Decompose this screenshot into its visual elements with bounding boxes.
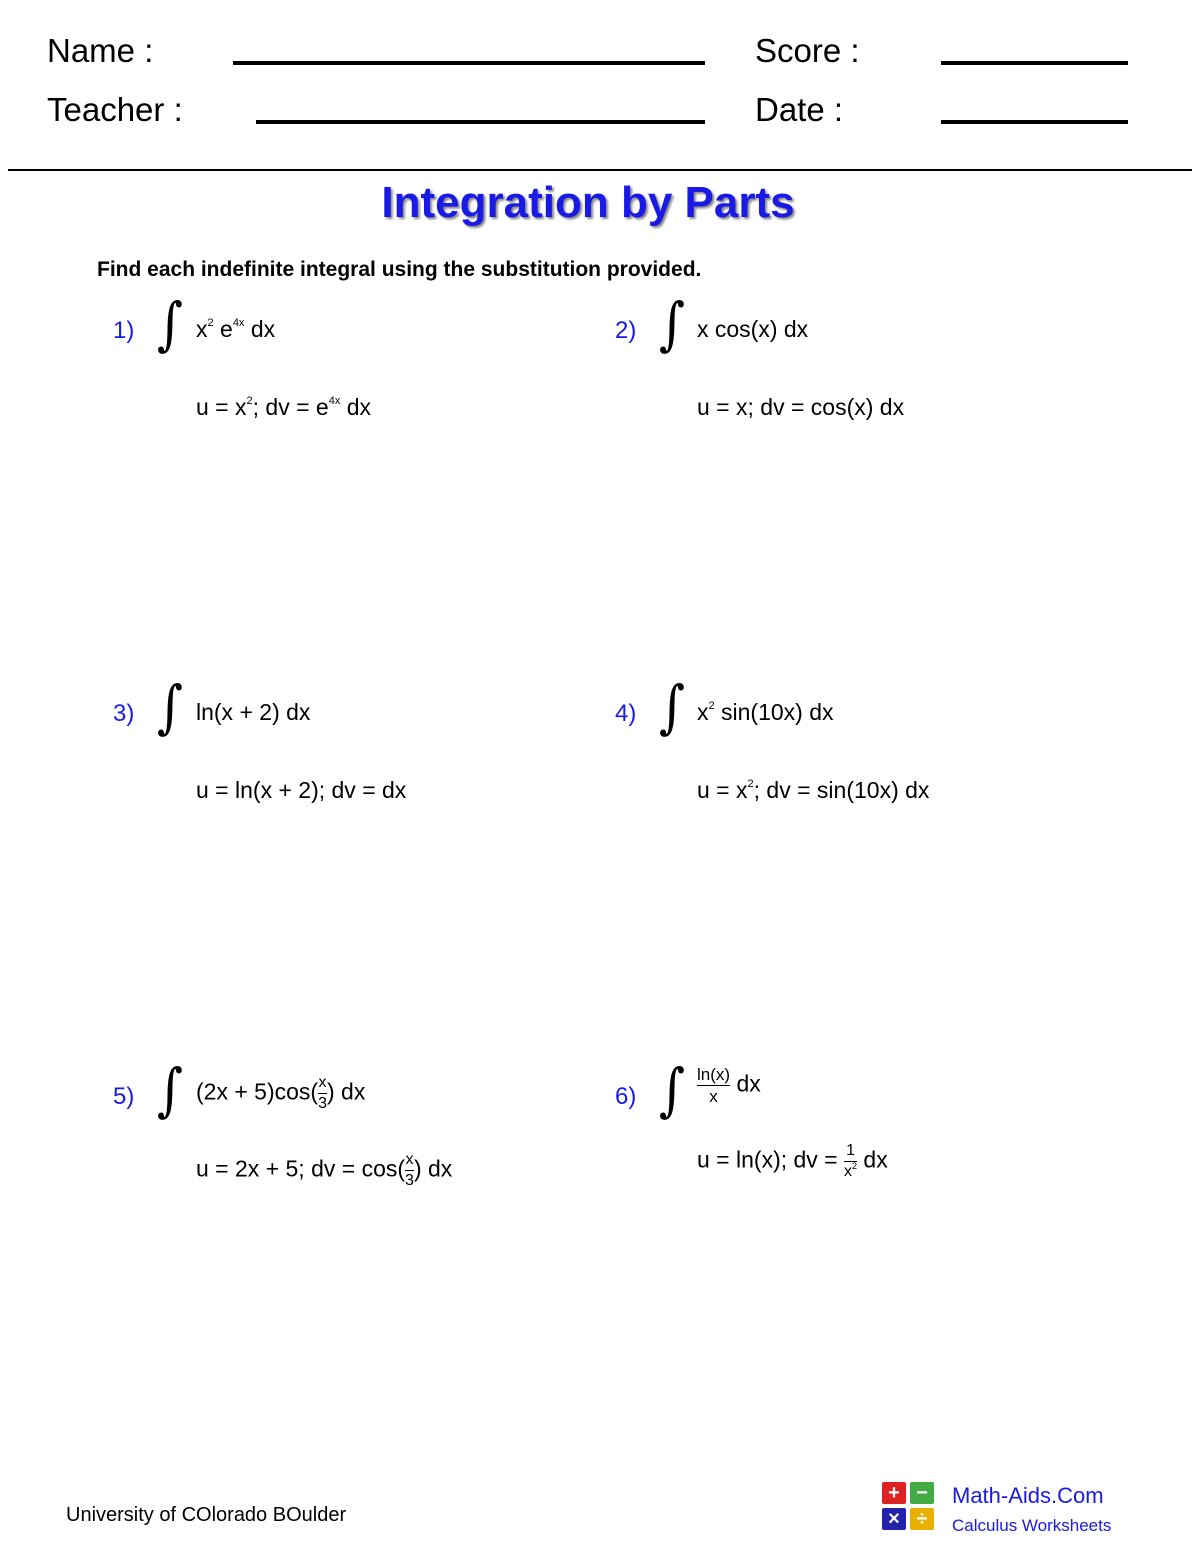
institution-footer: University of COlorado BOulder — [66, 1504, 347, 1526]
header-divider — [8, 169, 1192, 171]
plus-icon: + — [882, 1482, 906, 1504]
problem-2-substitution: u = x; dv = cos(x) dx — [697, 394, 905, 420]
problem-number: 3) — [113, 700, 135, 727]
worksheet-title: Integration by Parts — [381, 178, 795, 227]
problem-5-integrand: (2x + 5)cos( $\frac{x}{3}$ ) dx — [196, 1074, 366, 1112]
name-field[interactable] — [233, 61, 705, 65]
problem-3-integrand: ln(x + 2) dx — [196, 699, 311, 725]
date-field[interactable] — [941, 120, 1128, 124]
problem-5-substitution: u = 2x + 5; dv = cos( $\frac{x}{3}$ ) dx — [196, 1151, 453, 1189]
integral-sign: ∫ — [157, 290, 184, 358]
integral-sign: ∫ — [157, 1056, 184, 1124]
integral-sign: ∫ — [659, 1056, 686, 1124]
problem-number: 5) — [113, 1083, 135, 1110]
problem-4-integrand: $x^2$ sin(10x) dx — [697, 699, 834, 725]
problem-6-integrand: $\frac{\ln(x)}{x}$ dx — [697, 1065, 761, 1106]
minus-icon: − — [910, 1482, 934, 1504]
divide-icon: ÷ — [910, 1508, 934, 1530]
problem-2-integrand: x cos(x) dx — [697, 316, 809, 342]
date-label: Date : — [755, 91, 844, 128]
teacher-label: Teacher : — [47, 91, 183, 128]
problem-1-integrand: $x^2$ $e^{4x}$ dx — [196, 316, 276, 342]
brand-name: Math-Aids.Com — [952, 1483, 1104, 1508]
problem-number: 4) — [615, 700, 637, 727]
brand-subtitle: Calculus Worksheets — [952, 1516, 1112, 1535]
times-icon: × — [882, 1508, 906, 1530]
teacher-field[interactable] — [256, 120, 705, 124]
math-aids-logo — [882, 1482, 938, 1534]
problem-1-substitution: $u = x^2$; dv = $e^{4x}$ dx — [196, 394, 372, 420]
name-label: Name : — [47, 32, 154, 69]
score-field[interactable] — [941, 61, 1128, 65]
problem-number: 6) — [615, 1083, 637, 1110]
problem-6-substitution: u = ln(x); dv = $\frac{1}{x^2}$ dx — [697, 1142, 888, 1180]
problem-number: 2) — [615, 317, 637, 344]
problem-4-substitution: $u = x^2$; dv = sin(10x) dx — [697, 777, 930, 803]
integral-sign: ∫ — [157, 673, 184, 741]
score-label: Score : — [755, 32, 860, 69]
integral-sign: ∫ — [659, 673, 686, 741]
problem-number: 1) — [113, 317, 135, 344]
problem-3-substitution: u = ln(x + 2); dv = dx — [196, 777, 407, 803]
integral-sign: ∫ — [659, 290, 686, 358]
instructions: Find each indefinite integral using the substitution provided. — [97, 258, 702, 281]
